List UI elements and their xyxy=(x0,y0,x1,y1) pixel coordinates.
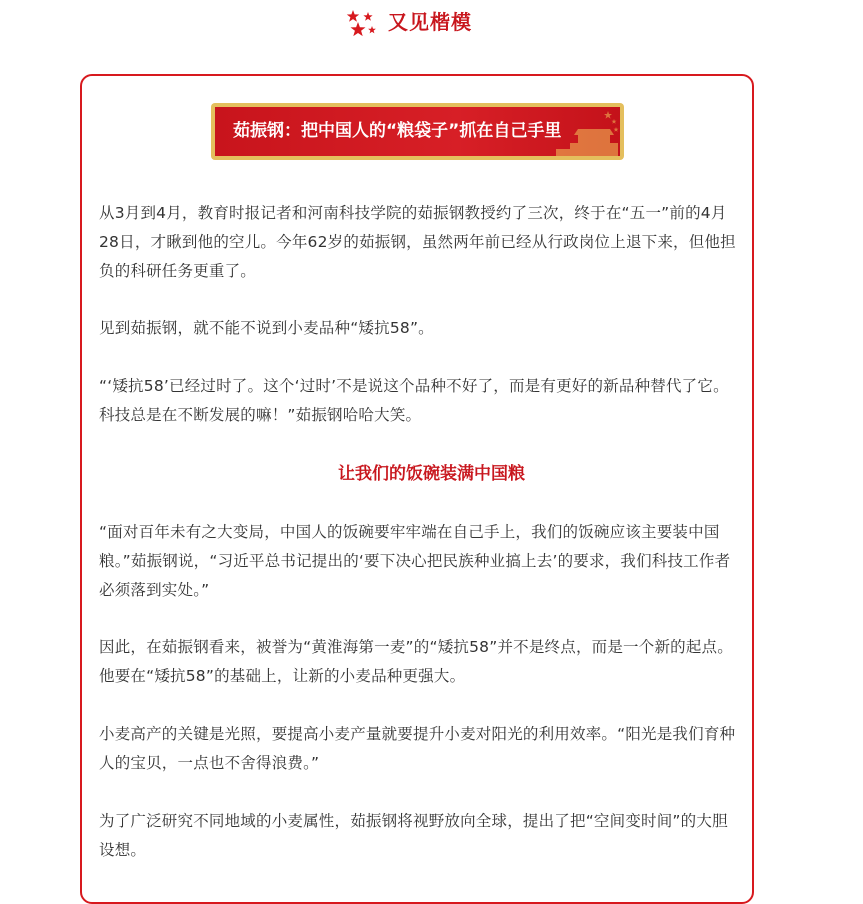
article-banner xyxy=(211,103,624,160)
article-paragraph-3: “‘矮抗58’已经过时了。这个‘过时’不是说这个品种不好了，而是有更好的新品种替代了它。科技总是在不断发展的嘛！”茹振钢哈哈大笑。 xyxy=(99,377,729,424)
article-paragraph-5: 因此，在茹振钢看来，被誉为“黄淮海第一麦”的“矮抗58”并不是终点，而是一个新的起点。他要在“矮抗58”的基础上，让新的小麦品种更强大。 xyxy=(99,638,733,685)
header-title: 又见楷模 xyxy=(388,10,472,34)
stars-icon xyxy=(344,8,378,40)
article-paragraph-4: “面对百年未有之大变局，中国人的饭碗要牢牢端在自己手上，我们的饭碗应该主要装中国粮。”茹振钢说，“习近平总书记提出的‘要下决心把民族种业搞上去’的要求，我们科技工作者必须落到实处。” xyxy=(99,523,731,599)
article-paragraph-7: 为了广泛研究不同地域的小麦属性，茹振钢将视野放向全球，提出了把“空间变时间”的大胆设想。 xyxy=(99,812,728,859)
tiananmen-decoration-icon xyxy=(550,107,620,156)
article-paragraph-1: 从3月到4月，教育时报记者和河南科技学院的茹振钢教授约了三次，终于在“五一”前的4月28日，才瞅到他的空儿。今年62岁的茹振钢，虽然两年前已经从行政岗位上退下来，但他担负的科研任务更重了。 xyxy=(99,204,736,280)
article-paragraph-2: 见到茹振钢，就不能不说到小麦品种“矮抗58”。 xyxy=(99,319,434,337)
section-header xyxy=(0,0,863,48)
article-paragraph-6: 小麦高产的关键是光照，要提高小麦产量就要提升小麦对阳光的利用效率。“阳光是我们育种人的宝贝，一点也不舍得浪费。” xyxy=(99,725,736,772)
article-subheading: 让我们的饭碗装满中国粮 xyxy=(338,464,525,484)
banner-inner xyxy=(215,107,620,156)
banner-title: 茹振钢：把中国人的“粮袋子”抓在自己手里 xyxy=(233,121,562,141)
